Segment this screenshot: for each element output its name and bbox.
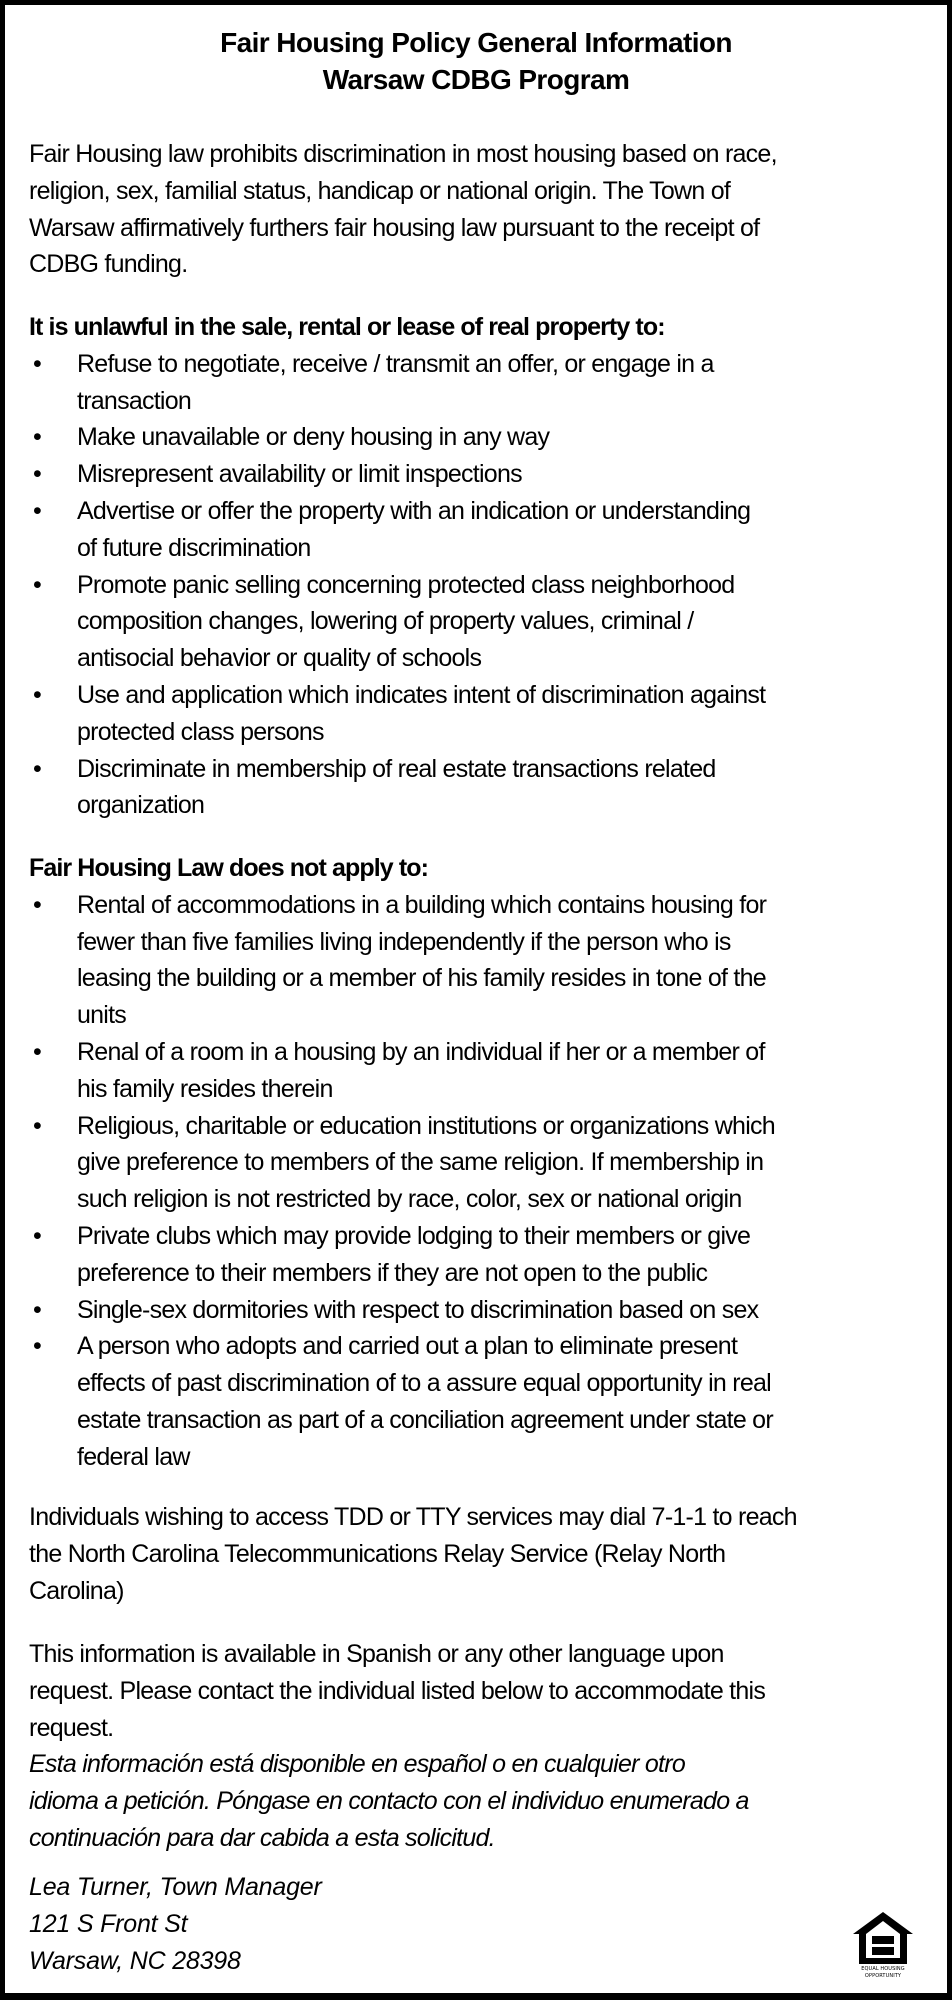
intro-paragraph xyxy=(29,136,934,283)
list-item-line: such religion is not restricted by race, color, sex or national origin xyxy=(77,1185,742,1214)
list-item-line: fewer than five families living independently if the person who is xyxy=(77,927,731,956)
bullet-icon: • xyxy=(33,680,42,709)
title-line-1: Fair Housing Policy General Information xyxy=(220,27,732,58)
list-item xyxy=(29,887,934,1034)
page-title xyxy=(5,24,947,98)
list-item-line: units xyxy=(77,1001,127,1030)
language-line: request. xyxy=(29,1713,114,1742)
list-item xyxy=(29,751,934,825)
bullet-icon: • xyxy=(33,1221,42,1250)
list-item xyxy=(29,493,934,567)
contact-block xyxy=(29,1869,322,1979)
bullet-icon: • xyxy=(33,570,42,599)
bullet-icon: • xyxy=(33,890,42,919)
list-item xyxy=(29,346,934,420)
list-item-line: of future discrimination xyxy=(77,533,311,562)
list-item-line: Promote panic selling concerning protected class neighborhood xyxy=(77,570,735,599)
equal-housing-opportunity-icon xyxy=(852,1910,914,1966)
contact-city-state-zip: Warsaw, NC 28398 xyxy=(29,1946,241,1975)
list-item-line: Make unavailable or deny housing in any way xyxy=(77,423,550,452)
fair-housing-notice xyxy=(5,5,947,1993)
exemptions-section xyxy=(29,850,934,1476)
unlawful-heading: It is unlawful in the sale, rental or lease of real property to: xyxy=(29,313,665,341)
contact-name-title: Lea Turner, Town Manager xyxy=(29,1873,322,1901)
list-item xyxy=(29,567,934,677)
bullet-icon: • xyxy=(33,1295,42,1324)
intro-line: Fair Housing law prohibits discrimination in most housing based on race, xyxy=(29,140,777,168)
list-item-line: preference to their members if they are not open to the public xyxy=(77,1258,708,1287)
list-item xyxy=(29,1218,934,1292)
unlawful-section xyxy=(29,309,934,824)
list-item-line: Discriminate in membership of real estate transactions related xyxy=(77,754,716,783)
relay-paragraph xyxy=(29,1499,934,1609)
language-line: This information is available in Spanish or any other language upon xyxy=(29,1640,724,1668)
list-item-line: protected class persons xyxy=(77,717,324,746)
list-item xyxy=(29,1034,934,1108)
list-item-line: Rental of accommodations in a building which contains housing for xyxy=(77,890,767,919)
list-item-line: A person who adopts and carried out a plan to eliminate present xyxy=(77,1332,738,1361)
list-item-line: transaction xyxy=(77,386,192,415)
intro-line: religion, sex, familial status, handicap or national origin. The Town of xyxy=(29,176,731,205)
relay-line: Carolina) xyxy=(29,1576,124,1605)
list-item-line: Private clubs which may provide lodging to their members or give xyxy=(77,1221,751,1250)
intro-line: Warsaw affirmatively furthers fair housing law pursuant to the receipt of xyxy=(29,213,760,242)
list-item-line: Religious, charitable or education institutions or organizations which xyxy=(77,1111,775,1140)
list-item-line: give preference to members of the same religion. If membership in xyxy=(77,1148,764,1177)
relay-line: the North Carolina Telecommunications Relay Service (Relay North xyxy=(29,1539,726,1568)
list-item-line: his family resides therein xyxy=(77,1074,333,1103)
bullet-icon: • xyxy=(33,1037,42,1066)
list-item xyxy=(29,1292,934,1329)
bullet-icon: • xyxy=(33,754,42,783)
list-item xyxy=(29,1328,934,1475)
list-item-line: Misrepresent availability or limit inspections xyxy=(77,460,522,489)
list-item xyxy=(29,456,934,493)
spanish-line: Esta información está disponible en español o en cualquier otro xyxy=(29,1750,685,1779)
language-line: request. Please contact the individual listed below to accommodate this xyxy=(29,1676,766,1705)
title-line-2: Warsaw CDBG Program xyxy=(322,64,630,95)
logo-label-line-2: OPPORTUNITY xyxy=(864,1972,902,1979)
list-item-line: leasing the building or a member of his family resides in tone of the xyxy=(77,964,766,993)
bullet-icon: • xyxy=(33,423,42,452)
logo-label-line-1: EQUAL HOUSING xyxy=(861,1966,905,1972)
list-item xyxy=(29,677,934,751)
bullet-icon: • xyxy=(33,460,42,489)
list-item-line: effects of past discrimination of to a assure equal opportunity in real xyxy=(77,1369,771,1398)
list-item-line: estate transaction as part of a conciliation agreement under state or xyxy=(77,1405,773,1434)
list-item-line: antisocial behavior or quality of schools xyxy=(77,644,482,673)
list-item-line: composition changes, lowering of property values, criminal / xyxy=(77,607,694,636)
list-item xyxy=(29,1108,934,1218)
relay-line: Individuals wishing to access TDD or TTY services may dial 7-1-1 to reach xyxy=(29,1503,797,1531)
list-item-line: Renal of a room in a housing by an individual if her or a member of xyxy=(77,1037,765,1066)
bullet-icon: • xyxy=(33,1111,42,1140)
list-item-line: Refuse to negotiate, receive / transmit an offer, or engage in a xyxy=(77,349,714,378)
list-item-line: organization xyxy=(77,791,205,820)
list-item-line: Single-sex dormitories with respect to discrimination based on sex xyxy=(77,1295,759,1324)
equal-housing-opportunity-logo xyxy=(852,1910,914,1982)
exemptions-heading: Fair Housing Law does not apply to: xyxy=(29,854,429,882)
bullet-icon: • xyxy=(33,1332,42,1361)
spanish-line: continuación para dar cabida a esta solicitud. xyxy=(29,1823,495,1852)
bullet-icon: • xyxy=(33,496,42,525)
contact-street: 121 S Front St xyxy=(29,1909,188,1938)
language-paragraph xyxy=(29,1636,934,1857)
list-item-line: Use and application which indicates intent of discrimination against xyxy=(77,680,766,709)
list-item-line: Advertise or offer the property with an indication or understanding xyxy=(77,496,751,525)
intro-line: CDBG funding. xyxy=(29,250,188,279)
spanish-line: idioma a petición. Póngase en contacto con el individuo enumerado a xyxy=(29,1787,749,1816)
bullet-icon: • xyxy=(33,349,42,378)
list-item xyxy=(29,419,934,456)
list-item-line: federal law xyxy=(77,1442,190,1471)
